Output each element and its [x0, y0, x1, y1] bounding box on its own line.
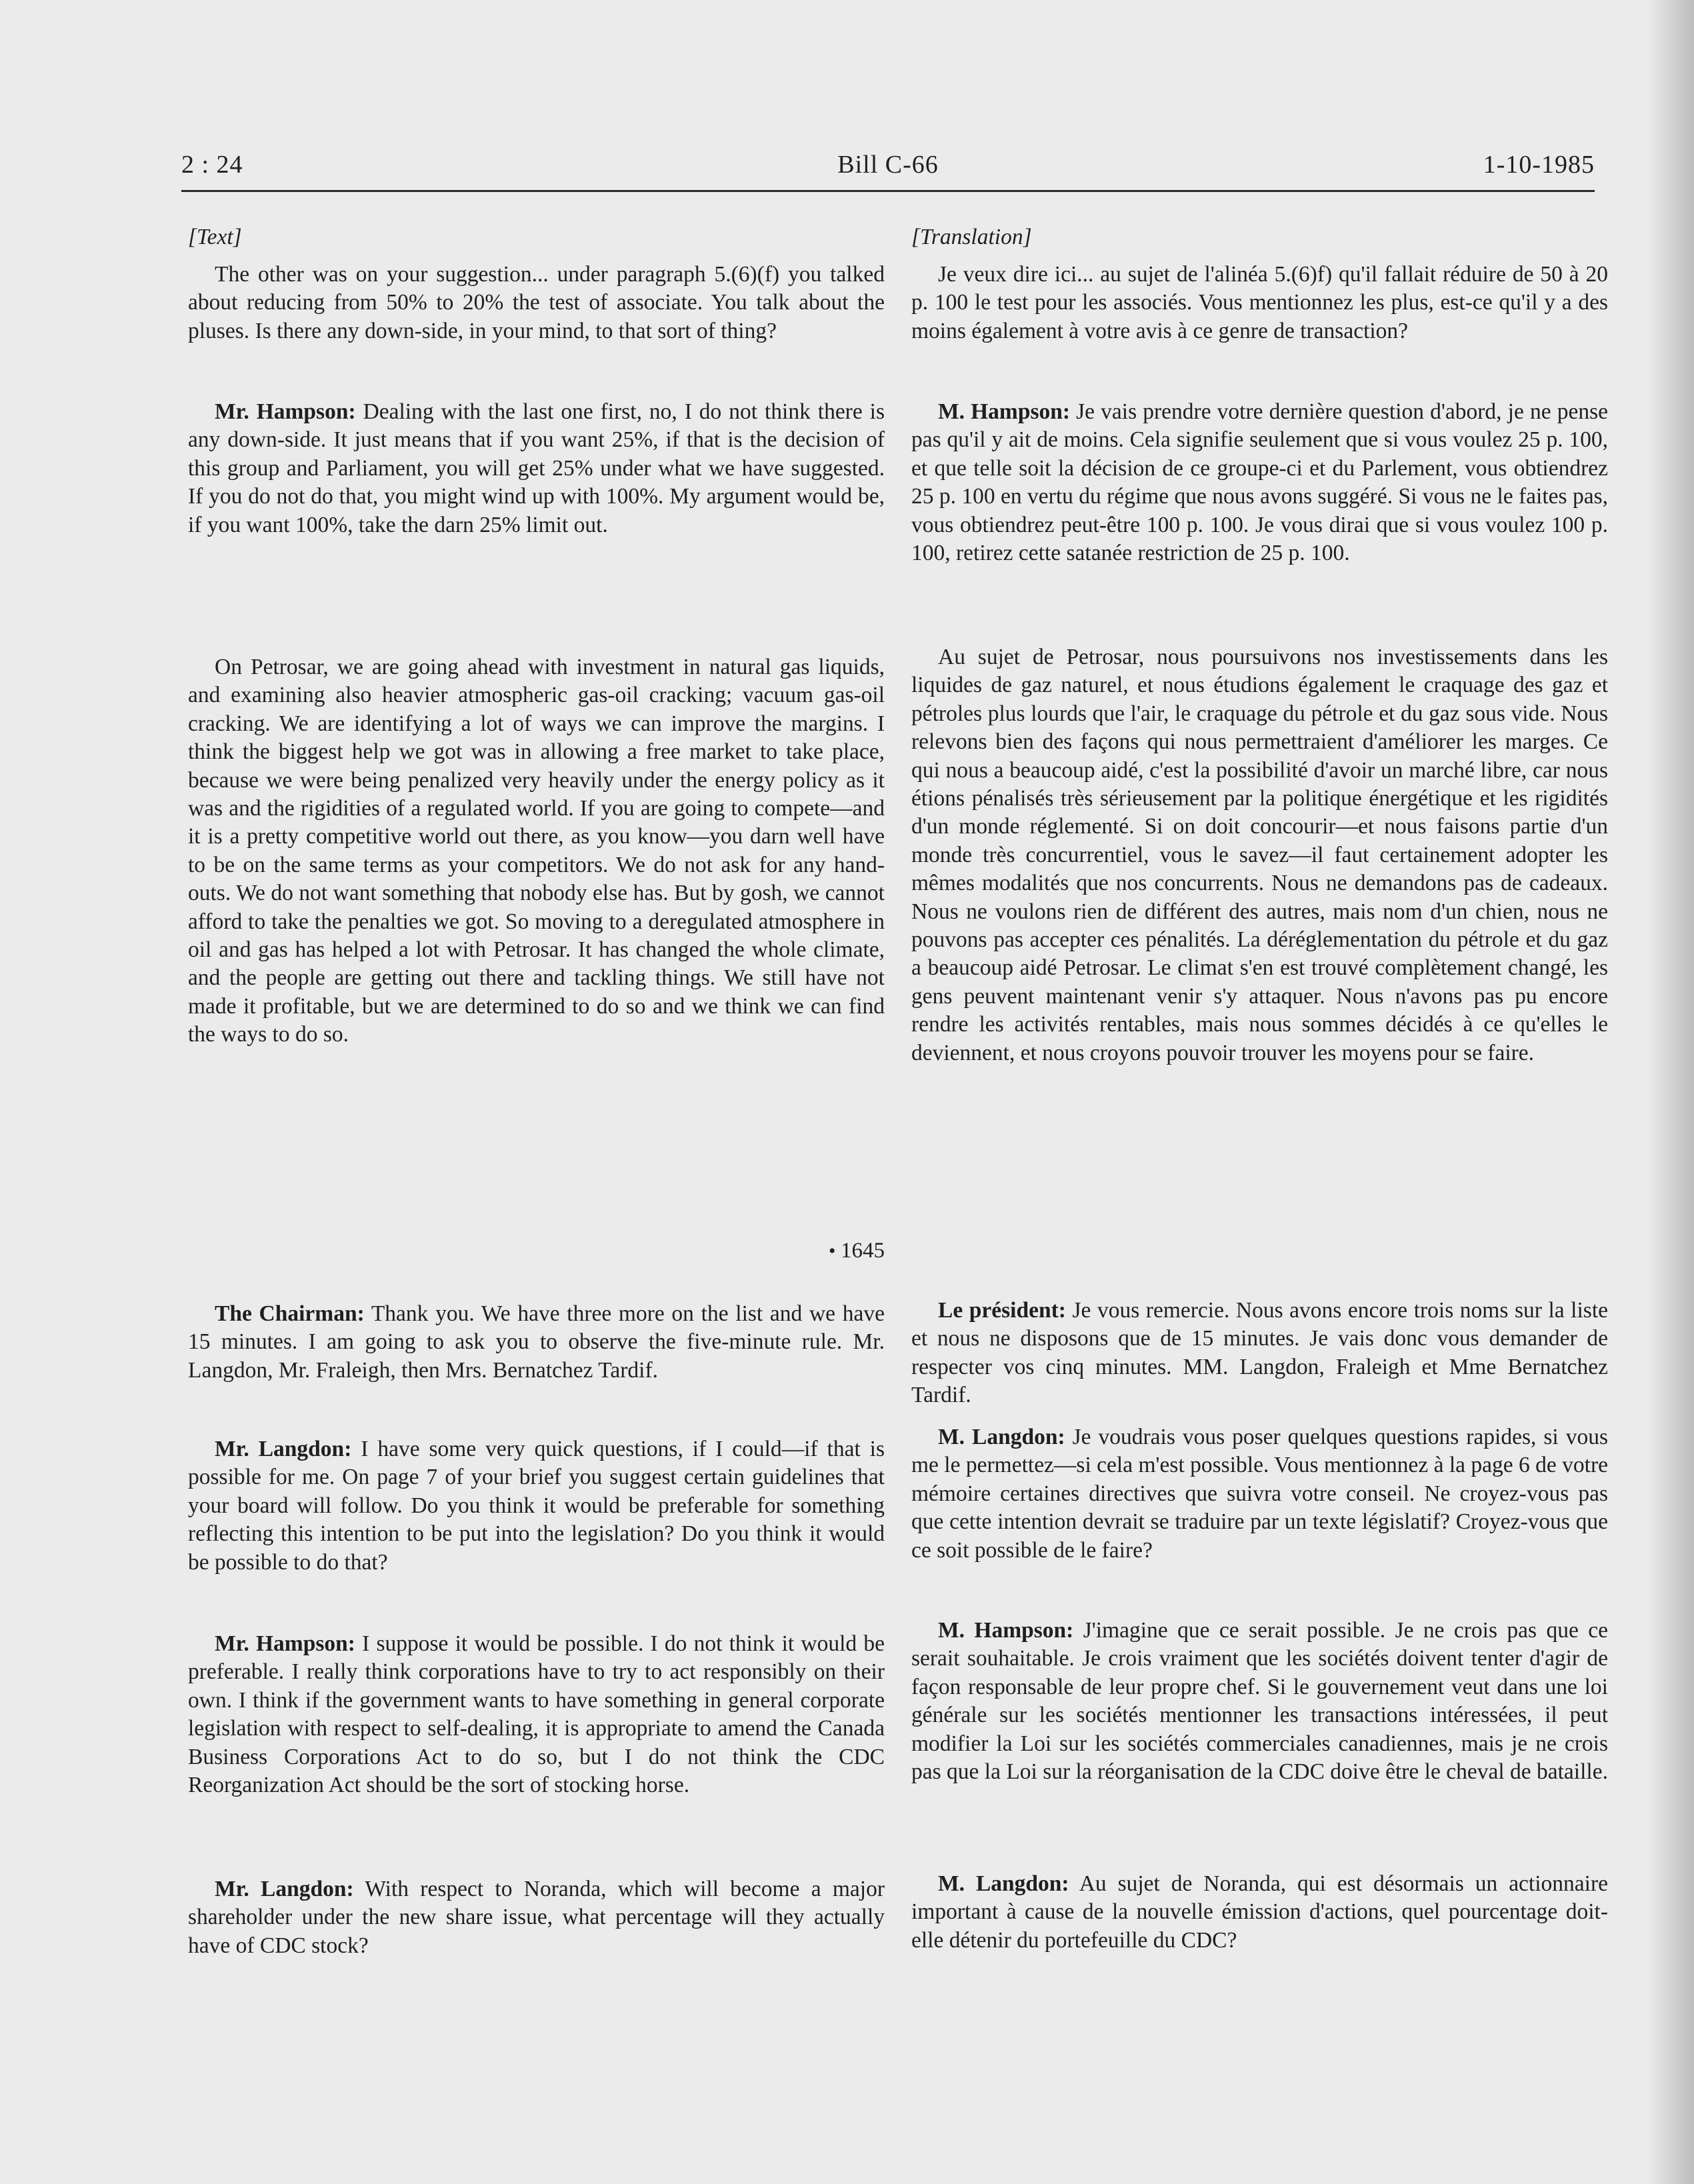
speech-text: I have some very quick questions, if I could—if that is possible for me. On page 7 of your brief you suggest certain guidelines that your board will follow. Do you think it would be preferable for something reflecting this intention to be put into the legislation? Do you think it would be possible to do that? [188, 1437, 885, 1575]
header-date: 1-10-1985 [1483, 151, 1595, 179]
translation-label: [Translation] [911, 225, 1032, 249]
speaker-name: M. Langdon: [938, 1871, 1069, 1896]
speech-text: With respect to Noranda, which will become a major shareholder under the new share issue, what percentage will they actually have of CDC stock? [188, 1877, 885, 1958]
header-bill-title: Bill C-66 [837, 151, 939, 179]
speech-text: Je vais prendre votre dernière question d'abord, je ne pense pas qu'il y ait de moins. Cela signifie seulement que si vous voulez 25 p. 100, et que telle soit la décision de ce groupe-ci et du Parlement, vous obtiendrez 25 p. 100 en vertu du régime que nous avons suggéré. Si vous ne le faites pas, vous obtiendrez peut-être 100 p. 100. Je vous dirai que si vous voulez 100 p. 100, retirez cette satanée restriction de 25 p. 100. [911, 399, 1608, 566]
speaker-name: M. Hampson: [938, 399, 1071, 424]
paragraph-question-associate: The other was on your suggestion... under paragraph 5.(6)(f) you talked about reducing from 50% to 20% the test of associate. You talk about the pluses. Is there any down-side, in your mind, to that sort of thing? [188, 262, 885, 343]
speaker-name: Le président: [938, 1298, 1066, 1323]
paragraph-langdon-noranda-fr [911, 1870, 1608, 1955]
paragraph-langdon-questions-fr [911, 1423, 1608, 1565]
paragraph-hampson-reply [188, 1630, 885, 1799]
speech-text: Thank you. We have three more on the list and we have 15 minutes. I am going to ask you to observe the five-minute rule. Mr. Langdon, Mr. Fraleigh, then Mrs. Bernatchez Tardif. [188, 1301, 885, 1383]
speaker-name: Mr. Langdon: [215, 1437, 352, 1461]
speech-text: Je vous remercie. Nous avons encore trois noms sur la liste et nous ne disposons que de 15 minutes. Je vais donc vous demander de respecter vos cinq minutes. MM. Langdon, Fraleigh et Mme Bernatchez Tardif. [911, 1298, 1609, 1408]
speaker-name: The Chairman: [215, 1301, 365, 1326]
speech-text: J'imagine que ce serait possible. Je ne crois pas que ce serait souhaitable. Je crois vraiment que les sociétés doivent tenter d'agir de façon responsable de leur propre chef. Si le gouvernement veut dans une loi générale sur les sociétés mentionner les transactions intéressées, il peut modifier la Loi sur les sociétés commerciales canadiennes, mais je ne crois pas que la Loi sur la réorganisation de la CDC doive être le cheval de bataille. [911, 1618, 1608, 1785]
timestamp: • 1645 [829, 1237, 885, 1265]
speaker-name: Mr. Langdon: [215, 1877, 354, 1901]
paragraph-langdon-noranda [188, 1875, 885, 1960]
paragraph-hampson-reponse [911, 398, 1608, 567]
paragraph-langdon-question [188, 1435, 885, 1577]
speech-text: Dealing with the last one first, no, I do not think there is any down-side. It just means that if you want 25%, if that is the decision of this group and Parliament, you will get 25% under what we have suggested. If you do not do that, you might wind up with 100%. My argument would be, if you want 100%, take the darn 25% limit out. [188, 399, 885, 537]
speaker-name: M. Hampson: [938, 1618, 1074, 1643]
speaker-name: Mr. Hampson: [215, 399, 356, 424]
page-header [181, 150, 1595, 192]
paragraph-hampson-answer [188, 398, 885, 539]
paragraph-president [911, 1297, 1608, 1410]
speech-text: Je voudrais vous poser quelques questions rapides, si vous me le permettez—si cela m'est possible. Vous mentionnez à la page 6 de votre mémoire certaines directives que suivra votre conseil. Ne croyez-vous pas que cette intention devrait se traduire par un texte législatif? Croyez-vous que ce soit possible de le faire? [911, 1425, 1608, 1563]
text-label: [Text] [188, 225, 242, 249]
paragraph-petrosar: On Petrosar, we are going ahead with investment in natural gas liquids, and examining also heavier atmospheric gas-oil cracking; vacuum gas-oil cracking. We are identifying a lot of ways we can improve the margins. I think the biggest help we got was in allowing a free market to take place, because we were being penalized very heavily under the energy policy as it was and the rigidities of a regulated world. If you are going to compete—and it is a pretty competitive world out there, as you know—you darn well have to be on the same terms as your competitors. We do not ask for any hand-outs. We do not want something that nobody else has. But by gosh, we cannot afford to take the penalties we got. So moving to a deregulated atmosphere in oil and gas has helped a lot with Petrosar. It has changed the whole climate, and the people are getting out there and tackling things. We still have not made it profitable, but we are determined to do so and we think we can find the ways to do so. [188, 655, 885, 1047]
paragraph-question-associes: Je veux dire ici... au sujet de l'alinéa 5.(6)f) qu'il fallait réduire de 50 à 20 p. 100 le test pour les associés. Vous mentionnez les plus, est-ce qu'il y a des moins également à votre avis à ce genre de transaction? [911, 262, 1608, 343]
speech-text: Au sujet de Noranda, qui est désormais un actionnaire important à cause de la nouvelle émission d'actions, quel pourcentage doit-elle détenir du portefeuille du CDC? [911, 1871, 1608, 1953]
paragraph-hampson-repond [911, 1617, 1608, 1786]
header-page-number: 2 : 24 [181, 151, 243, 179]
paragraph-chairman [188, 1300, 885, 1385]
paragraph-petrosar-fr: Au sujet de Petrosar, nous poursuivons nos investissements dans les liquides de gaz naturel, et nous étudions également le craquage des gaz et pétroles plus lourds que l'air, le craquage du pétrole et du gaz sous vide. Nous relevons bien des façons qui nous permettraient d'améliorer les marges. Ce qui nous a beaucoup aidé, c'est la possibilité d'avoir un marché libre, car nous étions pénalisés très sérieusement par la politique énergétique et les rigidités d'un monde réglementé. Si on doit concourir—et nous faisons partie d'un monde très concurrentiel, vous le savez—il faut certainement adopter les mêmes modalités que nos concurrents. Nous ne demandons pas de cadeaux. Nous ne voulons rien de différent des autres, mais nom d'un chien, nous ne pouvons pas accepter ces pénalités. La déréglementation du pétrole et du gaz a beaucoup aidé Petrosar. Le climat s'en est trouvé complètement changé, les gens peuvent maintenant venir s'y attaquer. Nous n'avons pas pu encore rendre les activités rentables, mais nous sommes décidés à ce qu'elles le deviennent, et nous croyons pouvoir trouver les moyens pour se faire. [911, 645, 1608, 1065]
speaker-name: Mr. Hampson: [215, 1631, 355, 1656]
speaker-name: M. Langdon: [938, 1425, 1065, 1449]
speech-text: I suppose it would be possible. I do not think it would be preferable. I really think corporations have to try to act responsibly on their own. I think if the government wants to have something in general corporate legislation with respect to self-dealing, it is appropriate to amend the Canada Business Corporations Act to do so, but I do not think the CDC Reorganization Act should be the sort of stocking horse. [188, 1631, 885, 1798]
